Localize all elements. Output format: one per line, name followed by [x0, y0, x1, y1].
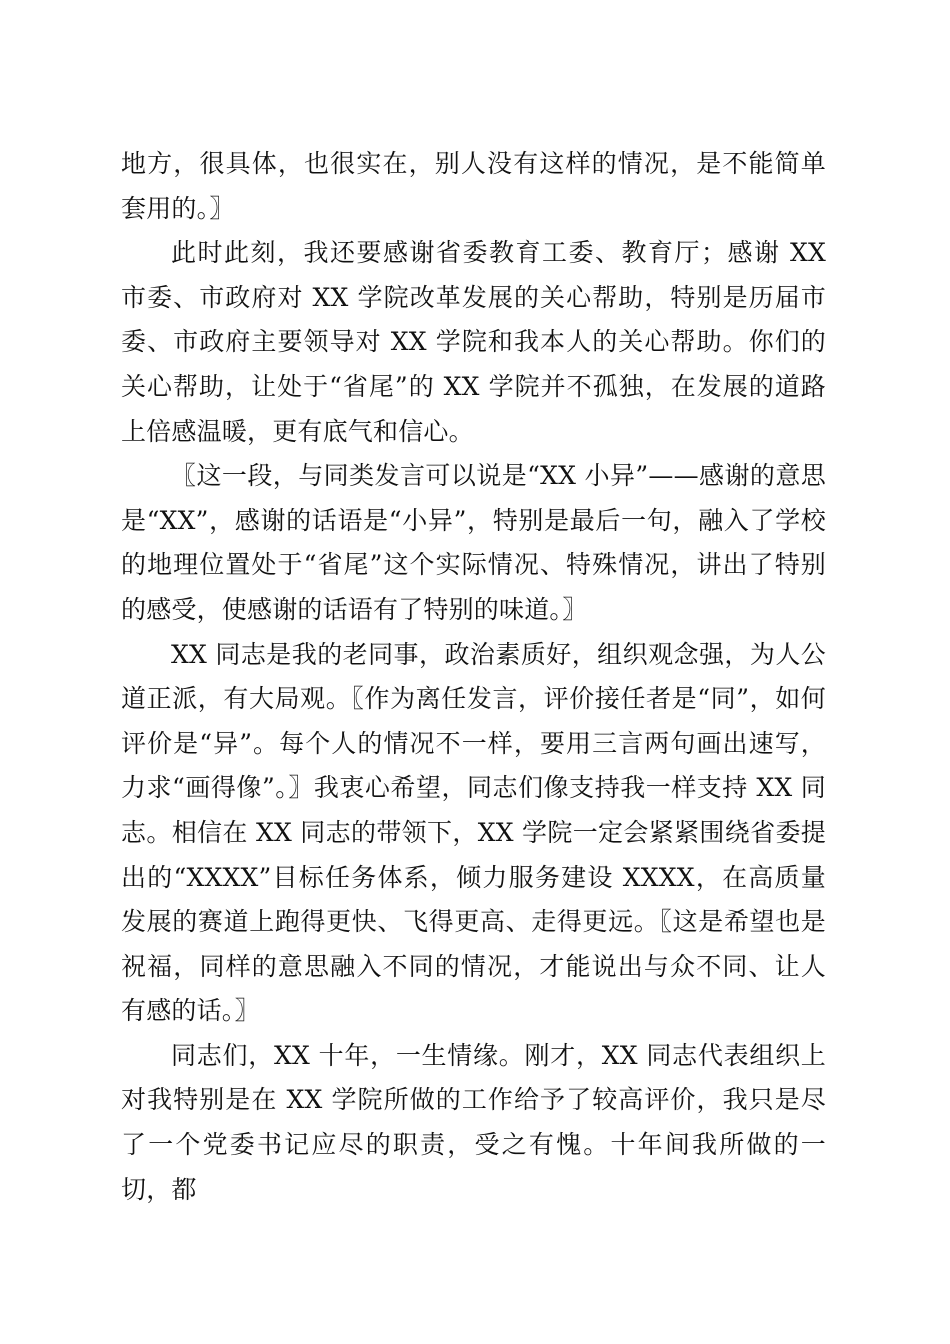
paragraph-commentary-thanks: 〖这一段，与同类发言可以说是“XX 小异”——感谢的意思是“XX”，感谢的话语是“小异”，特别是最后一句，融入了学校的地理位置处于“省尾”这个实际情况、特殊情况，讲出了特别的感受，使感谢的话语有了特别的味道。〗	[121, 461, 826, 624]
document-body	[121, 142, 826, 1212]
paragraph-thanks: 此时此刻，我还要感谢省委教育工委、教育厅；感谢 XX 市委、市政府对 XX 学院改革发展的关心帮助，特别是历届市委、市政府主要领导对 XX 学院和我本人的关心帮助。你们的关心帮助，让处于“省尾”的 XX 学院并不孤独，在发展的道路上倍感温暖，更有底气和信心。	[121, 238, 826, 446]
paragraph-continuation: 地方，很具体，也很实在，别人没有这样的情况，是不能简单套用的。〗	[121, 149, 826, 223]
paragraph-successor: XX 同志是我的老同事，政治素质好，组织观念强，为人公道正派，有大局观。〖作为离任发言，评价接任者是“同”，如何评价是“异”。每个人的情况不一样，要用三言两句画出速写，力求“画得像”。〗我衷心希望，同志们像支持我一样支持 XX 同志。相信在 XX 同志的带领下，XX 学院一定会紧紧围绕省委提出的“XXXX”目标任务体系，倾力服务建设 XXXX，在高质量发展的赛道上跑得更快、飞得更高、走得更远。〖这是希望也是祝福，同样的意思融入不同的情况，才能说出与众不同、让人有感的话。〗	[121, 639, 826, 1026]
paragraph-closing: 同志们，XX 十年，一生情缘。刚才，XX 同志代表组织上对我特别是在 XX 学院所做的工作给予了较高评价，我只是尽了一个党委书记应尽的职责，受之有愧。十年间我所做的一切，都	[121, 1040, 826, 1204]
